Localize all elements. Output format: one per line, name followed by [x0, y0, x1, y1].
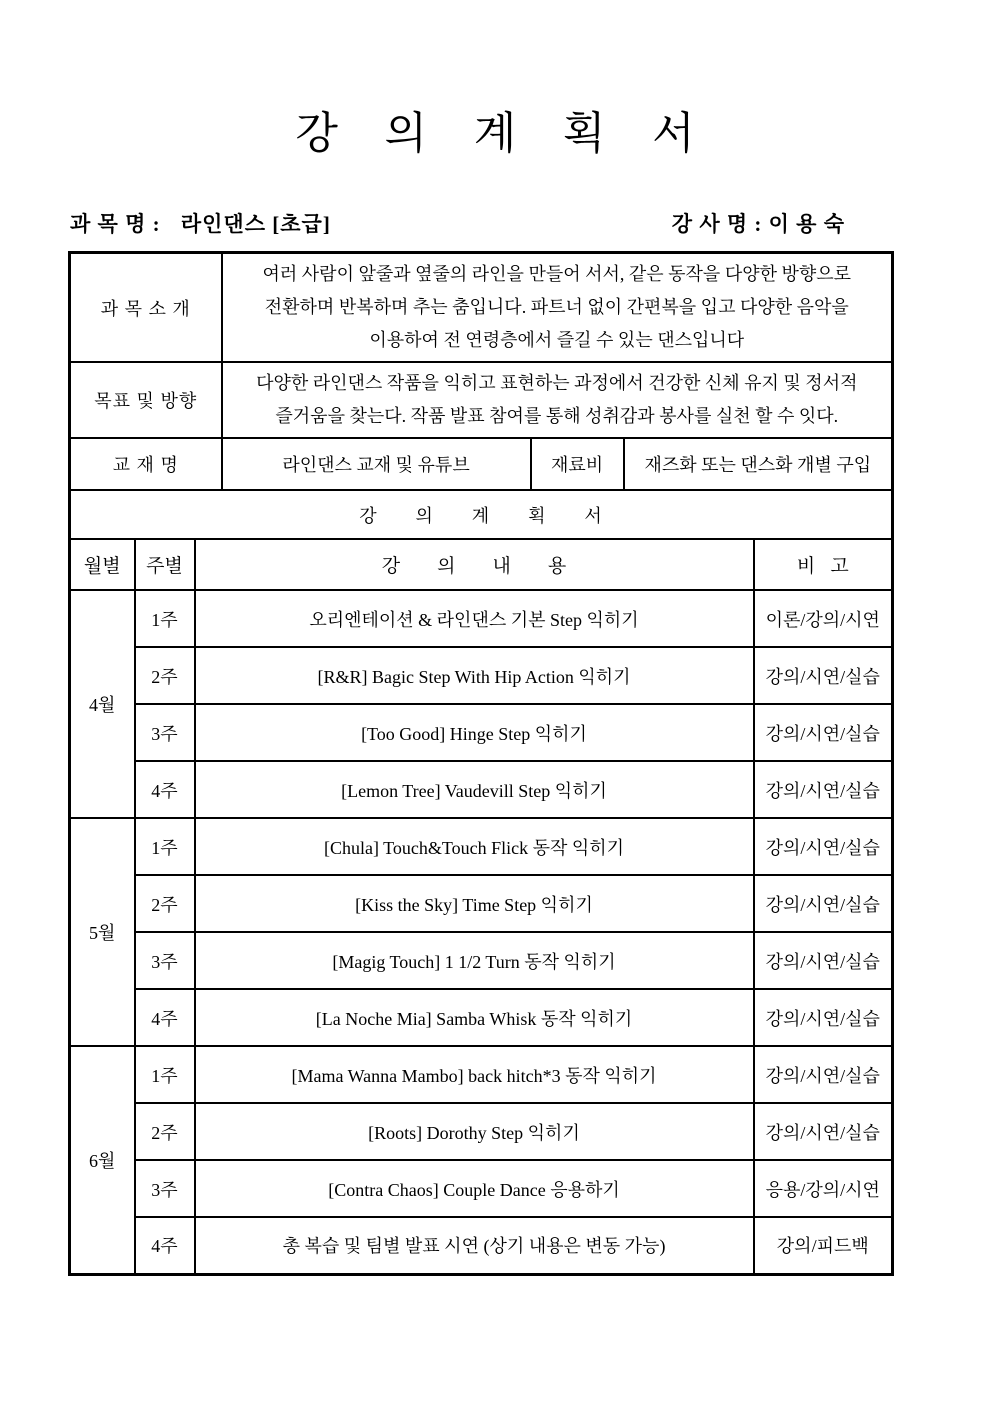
week-cell: 4주: [135, 1217, 195, 1274]
table-row: [70, 932, 893, 989]
textbook-value: 라인댄스 교재 및 유튜브: [222, 438, 531, 490]
week-cell: 3주: [135, 932, 195, 989]
header-content: 강 의 내 용: [195, 539, 754, 590]
header-note: 비 고: [754, 539, 893, 590]
content-cell: [R&R] Bagic Step With Hip Action 익히기: [195, 647, 754, 704]
month-cell-may: 5월: [70, 818, 135, 1046]
table-row: [70, 704, 893, 761]
note-cell: 강의/시연/실습: [754, 989, 893, 1046]
subject-name: [70, 208, 331, 238]
schedule-section-title: 강 의 계 획 서: [70, 490, 893, 539]
content-cell: 오리엔테이션 & 라인댄스 기본 Step 익히기: [195, 590, 754, 647]
note-cell: 강의/시연/실습: [754, 1046, 893, 1103]
table-row: [70, 875, 893, 932]
content-cell: [Lemon Tree] Vaudevill Step 익히기: [195, 761, 754, 818]
week-cell: 3주: [135, 704, 195, 761]
table-row-section-title: [70, 490, 893, 539]
table-row: [70, 1103, 893, 1160]
content-cell: [Magig Touch] 1 1/2 Turn 동작 익히기: [195, 932, 754, 989]
intro-text: 여러 사람이 앞줄과 옆줄의 라인을 만들어 서서, 같은 동작을 다양한 방향으로 전환하며 반복하며 추는 춤입니다. 파트너 없이 간편복을 입고 다양한 음악을 이용하여 전 연령층에서 즐길 수 있는 댄스입니다: [222, 253, 893, 363]
content-cell: [Kiss the Sky] Time Step 익히기: [195, 875, 754, 932]
note-cell: 강의/시연/실습: [754, 647, 893, 704]
month-cell-june: 6월: [70, 1046, 135, 1274]
subject-label: 과 목 명 :: [70, 212, 161, 236]
week-cell: 1주: [135, 818, 195, 875]
table-row: [70, 647, 893, 704]
note-cell: 강의/시연/실습: [754, 761, 893, 818]
content-cell: [Roots] Dorothy Step 익히기: [195, 1103, 754, 1160]
week-cell: 2주: [135, 875, 195, 932]
note-cell: 강의/시연/실습: [754, 818, 893, 875]
note-cell: 강의/시연/실습: [754, 1103, 893, 1160]
content-cell: [Mama Wanna Mambo] back hitch*3 동작 익히기: [195, 1046, 754, 1103]
lecture-plan-table: [68, 251, 894, 1276]
week-cell: 4주: [135, 761, 195, 818]
table-row-textbook: [70, 438, 893, 490]
header-month: 월별: [70, 539, 135, 590]
week-cell: 2주: [135, 647, 195, 704]
textbook-label: 교 재 명: [70, 438, 222, 490]
goal-label: 목표 및 방향: [70, 362, 222, 438]
header-week: 주별: [135, 539, 195, 590]
note-cell: 응용/강의/시연: [754, 1160, 893, 1217]
content-cell: [Chula] Touch&Touch Flick 동작 익히기: [195, 818, 754, 875]
table-row-intro: [70, 253, 893, 363]
schedule-header-row: [70, 539, 893, 590]
material-value: 재즈화 또는 댄스화 개별 구입: [624, 438, 893, 490]
table-row-goal: [70, 362, 893, 438]
page-title: 강 의 계 획 서: [295, 109, 697, 158]
week-cell: 4주: [135, 989, 195, 1046]
content-cell: [Contra Chaos] Couple Dance 응용하기: [195, 1160, 754, 1217]
goal-text: 다양한 라인댄스 작품을 익히고 표현하는 과정에서 건강한 신체 유지 및 정서적 즐거움을 찾는다. 작품 발표 참여를 통해 성취감과 봉사를 실천 할 수 잇다.: [222, 362, 893, 438]
table-row: [70, 590, 893, 647]
meta-row: [70, 208, 887, 238]
week-cell: 1주: [135, 1046, 195, 1103]
table-row: [70, 1160, 893, 1217]
note-cell: 강의/시연/실습: [754, 704, 893, 761]
content-cell: [Too Good] Hinge Step 익히기: [195, 704, 754, 761]
intro-label: 과 목 소 개: [70, 253, 222, 363]
table-row: [70, 1046, 893, 1103]
table-row: [70, 761, 893, 818]
note-cell: 강의/피드백: [754, 1217, 893, 1274]
table-row: [70, 818, 893, 875]
subject-value: 라인댄스 [초급]: [180, 212, 331, 236]
table-row: [70, 989, 893, 1046]
note-cell: 강의/시연/실습: [754, 932, 893, 989]
month-cell-april: 4월: [70, 590, 135, 818]
week-cell: 3주: [135, 1160, 195, 1217]
content-cell: 총 복습 및 팀별 발표 시연 (상기 내용은 변동 가능): [195, 1217, 754, 1274]
content-cell: [La Noche Mia] Samba Whisk 동작 익히기: [195, 989, 754, 1046]
table-row: [70, 1217, 893, 1274]
week-cell: 1주: [135, 590, 195, 647]
material-label: 재료비: [531, 438, 624, 490]
note-cell: 이론/강의/시연: [754, 590, 893, 647]
note-cell: 강의/시연/실습: [754, 875, 893, 932]
week-cell: 2주: [135, 1103, 195, 1160]
instructor-name: 강 사 명 : 이 용 숙: [671, 212, 845, 236]
